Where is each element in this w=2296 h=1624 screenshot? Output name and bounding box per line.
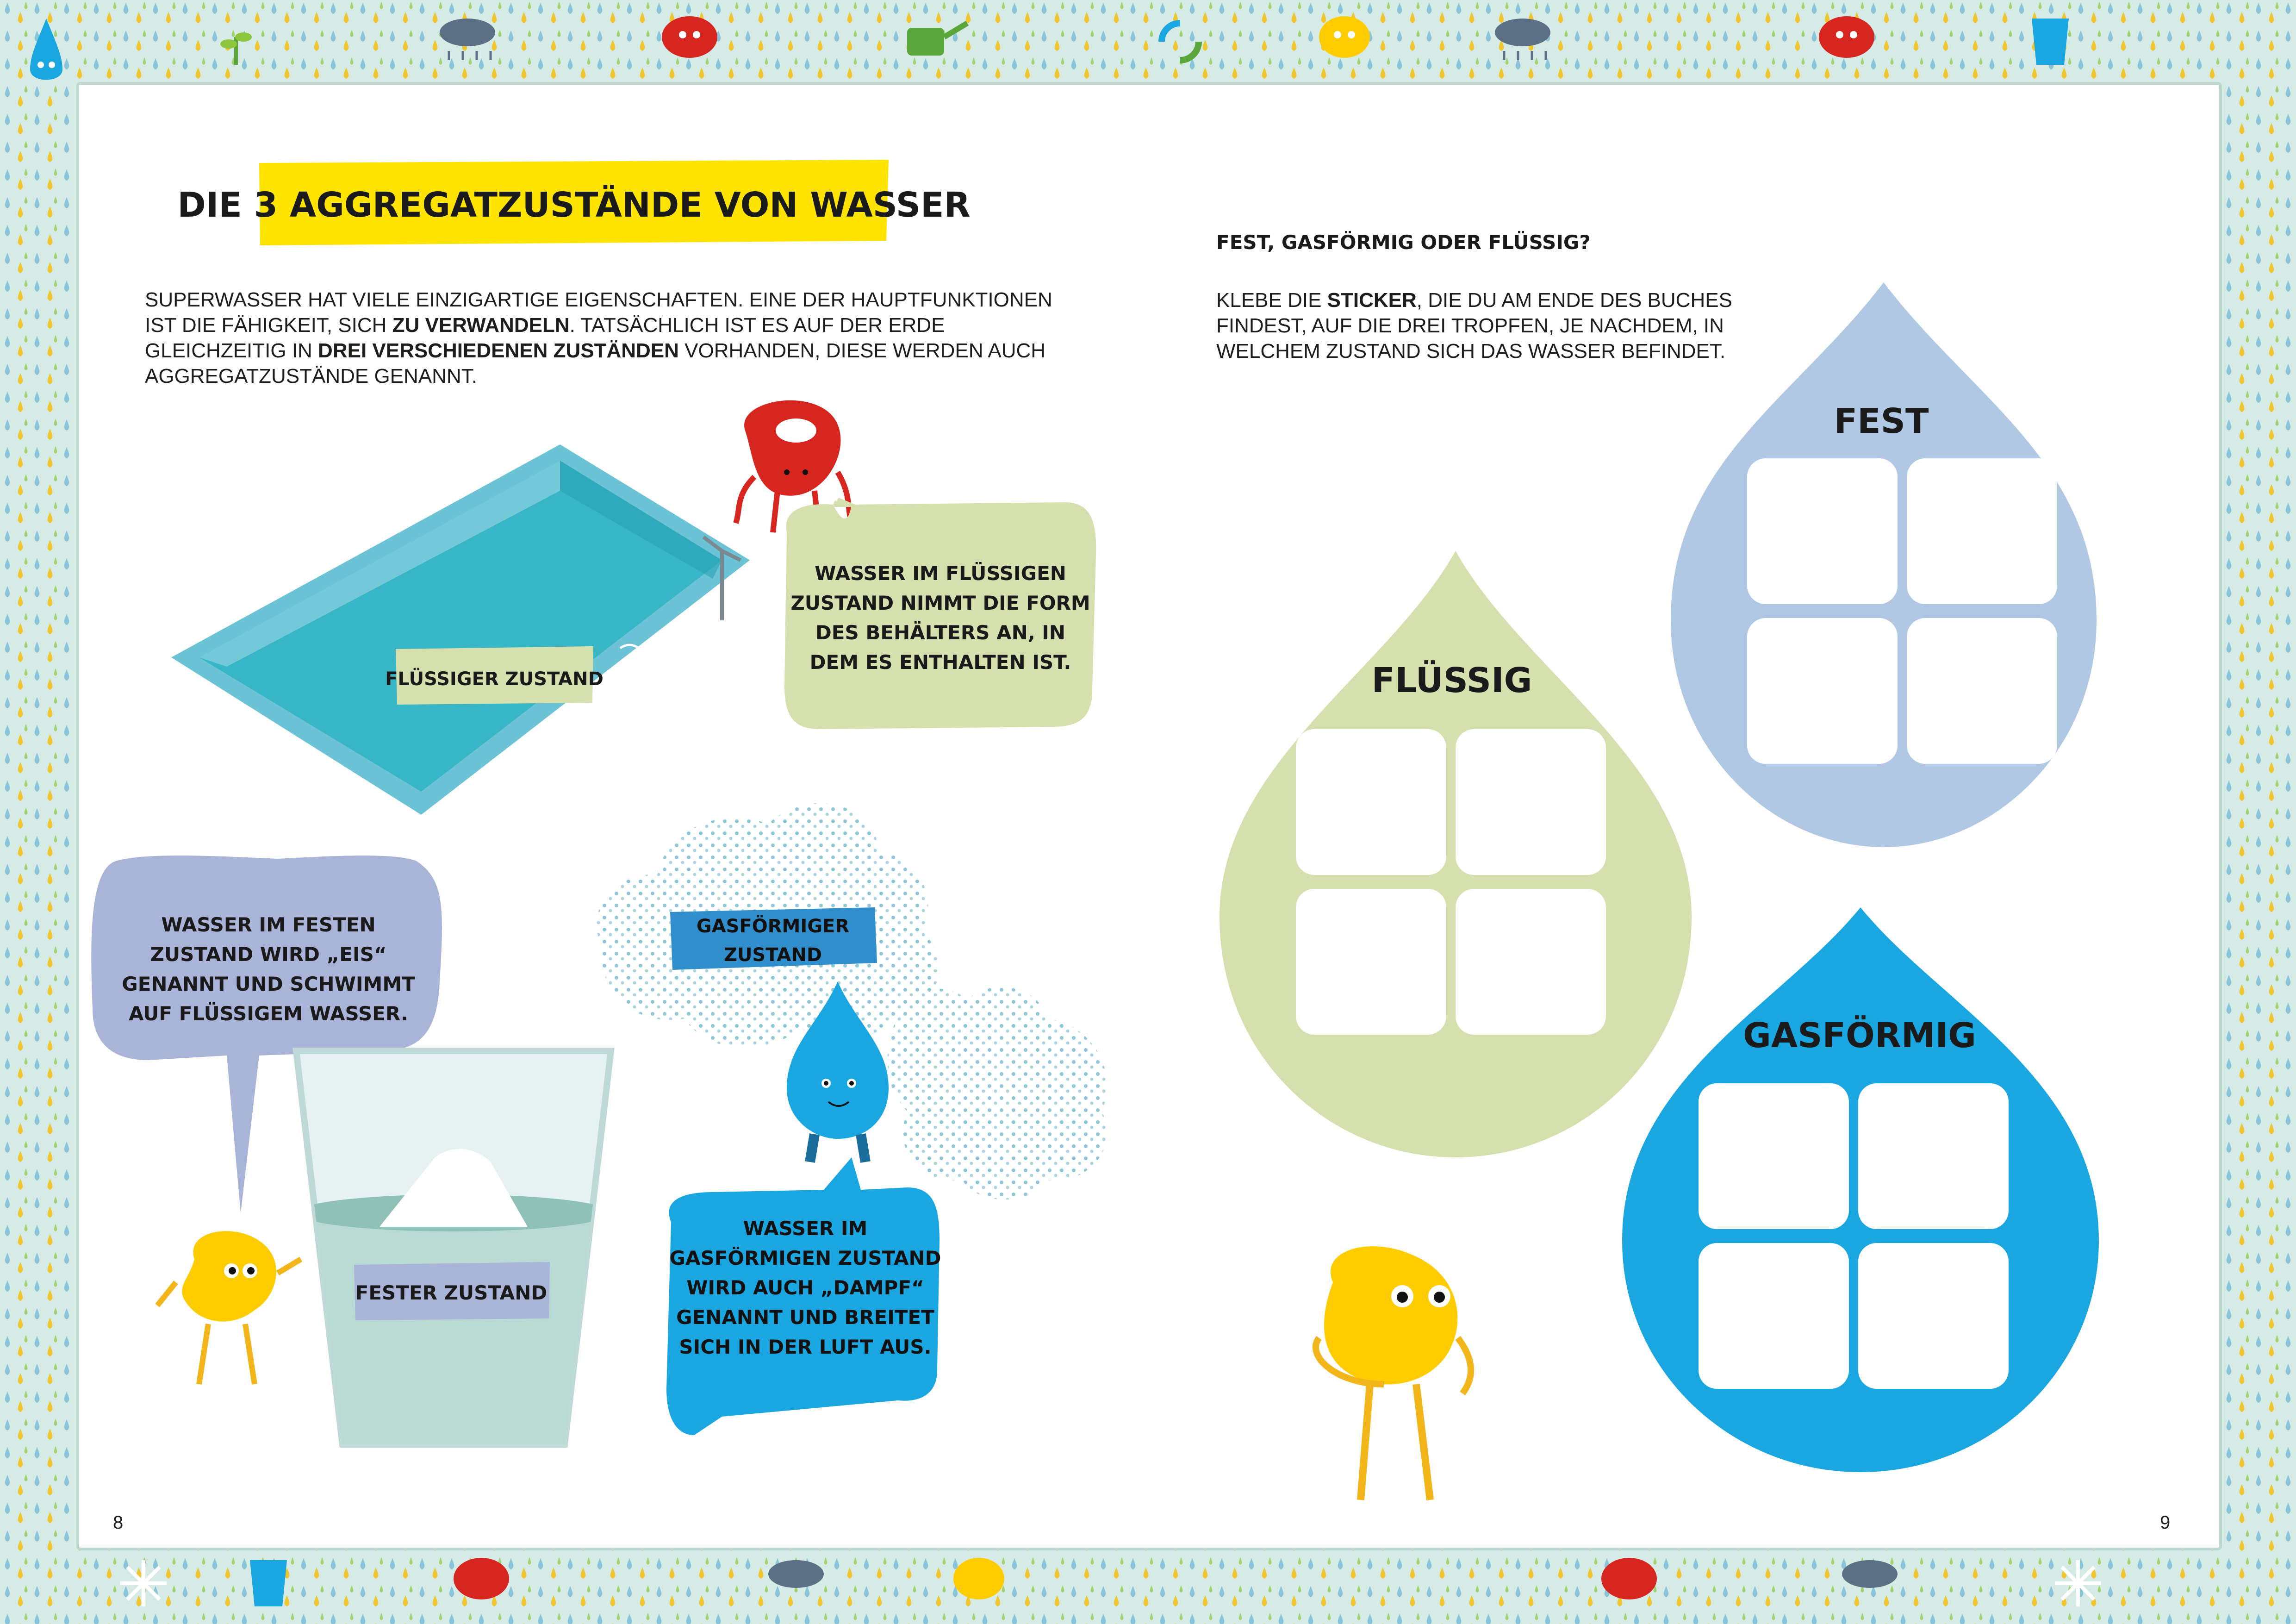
text-line: WASSER IM xyxy=(743,1217,868,1240)
activity-instructions xyxy=(1216,289,1732,362)
sticker-slot[interactable] xyxy=(1456,729,1606,875)
sticker-slot[interactable] xyxy=(1456,889,1606,1035)
sticker-slot[interactable] xyxy=(1296,729,1446,875)
liquid-speech-bubble-shape xyxy=(784,500,1096,729)
text-line xyxy=(145,339,1045,362)
text-segment: , DIE DU AM ENDE DES BUCHES xyxy=(1416,289,1732,312)
text-line: SICH IN DER LUFT AUS. xyxy=(679,1336,932,1358)
page-title: DIE 3 AGGREGATZUSTÄNDE VON WASSER xyxy=(177,185,971,225)
water-glass-icon xyxy=(250,1560,287,1606)
page-number-right: 9 xyxy=(2160,1512,2171,1533)
sticker-slot[interactable] xyxy=(1907,458,2057,604)
snowflake-icon xyxy=(2055,1560,2101,1606)
page-number-left: 8 xyxy=(113,1512,124,1533)
red-character-icon xyxy=(662,16,717,58)
sticker-slot[interactable] xyxy=(1747,458,1898,604)
yellow-character-icon xyxy=(1319,16,1370,58)
drop-fest-label: FEST xyxy=(1834,401,1929,441)
solid-state-label: FESTER ZUSTAND xyxy=(355,1281,548,1304)
text-line xyxy=(1216,314,1724,337)
text-line: ZUSTAND xyxy=(723,944,822,966)
text-segment: DREI VERSCHIEDENEN ZUSTÄNDEN xyxy=(318,339,679,362)
sticker-slot[interactable] xyxy=(1699,1243,1849,1389)
text-line xyxy=(145,314,945,337)
sticker-slot[interactable] xyxy=(1858,1083,2009,1229)
text-line: DES BEHÄLTERS AN, IN xyxy=(815,621,1066,644)
text-line: GASFÖRMIGER xyxy=(696,916,850,937)
snowflake-icon xyxy=(120,1560,167,1606)
text-segment: KLEBE DIE xyxy=(1216,289,1327,312)
red-character-icon xyxy=(1819,16,1874,58)
text-line: WASSER IM FESTEN xyxy=(161,913,376,936)
sticker-slot[interactable] xyxy=(1858,1243,2009,1389)
text-line xyxy=(145,365,477,387)
text-segment: GLEICHZEITIG IN xyxy=(145,339,318,362)
text-segment: IST DIE FÄHIGKEIT, SICH xyxy=(145,314,392,337)
text-segment: VORHANDEN, DIESE WERDEN AUCH xyxy=(678,339,1046,362)
activity-heading: FEST, GASFÖRMIG ODER FLÜSSIG? xyxy=(1216,231,1591,254)
text-line: GASFÖRMIGEN ZUSTAND xyxy=(669,1247,941,1269)
sticker-slot[interactable] xyxy=(1699,1083,1849,1229)
text-line: WIRD AUCH „DAMPF“ xyxy=(686,1276,924,1299)
text-line: AUF FLÜSSIGEM WASSER. xyxy=(129,1002,408,1025)
liquid-state-label: FLÜSSIGER ZUSTAND xyxy=(385,668,604,690)
text-line xyxy=(145,288,1052,311)
sticker-slot[interactable] xyxy=(1747,618,1898,764)
red-character-icon xyxy=(1601,1558,1657,1599)
text-segment: SUPERWASSER HAT VIELE EINZIGARTIGE EIGENSCHAFTEN. EINE DER HAUPTFUNKTIONEN xyxy=(145,288,1052,311)
text-segment: STICKER xyxy=(1327,289,1417,312)
text-line xyxy=(1216,289,1732,312)
rain-cloud-icon xyxy=(1842,1560,1898,1588)
text-line: ZUSTAND WIRD „EIS“ xyxy=(150,943,387,966)
sticker-slot[interactable] xyxy=(1296,889,1446,1035)
text-segment: WELCHEM ZUSTAND SICH DAS WASSER BEFINDET. xyxy=(1216,340,1726,362)
yellow-character-icon xyxy=(953,1558,1004,1599)
text-segment: AGGREGATZUSTÄNDE GENANNT. xyxy=(145,365,477,387)
text-segment: FINDEST, AUF DIE DREI TROPFEN, JE NACHDEM, IN xyxy=(1216,314,1724,337)
rain-cloud-icon xyxy=(768,1560,824,1588)
text-line: DEM ES ENTHALTEN IST. xyxy=(809,651,1071,674)
text-line: GENANNT UND BREITET xyxy=(676,1306,934,1329)
text-line xyxy=(1216,340,1725,362)
red-character-icon xyxy=(454,1558,509,1599)
text-segment: . TATSÄCHLICH IST ES AUF DER ERDE xyxy=(569,314,945,337)
water-glass-icon xyxy=(2032,19,2069,65)
drop-gas-label: GASFÖRMIG xyxy=(1743,1016,1976,1056)
sticker-slot[interactable] xyxy=(1907,618,2057,764)
text-line: GENANNT UND SCHWIMMT xyxy=(122,973,415,995)
text-line: ZUSTAND NIMMT DIE FORM xyxy=(790,592,1090,614)
drop-fluessig-label: FLÜSSIG xyxy=(1371,661,1532,700)
text-segment: ZU VERWANDELN xyxy=(392,314,570,337)
text-line: WASSER IM FLÜSSIGEN xyxy=(815,562,1066,585)
